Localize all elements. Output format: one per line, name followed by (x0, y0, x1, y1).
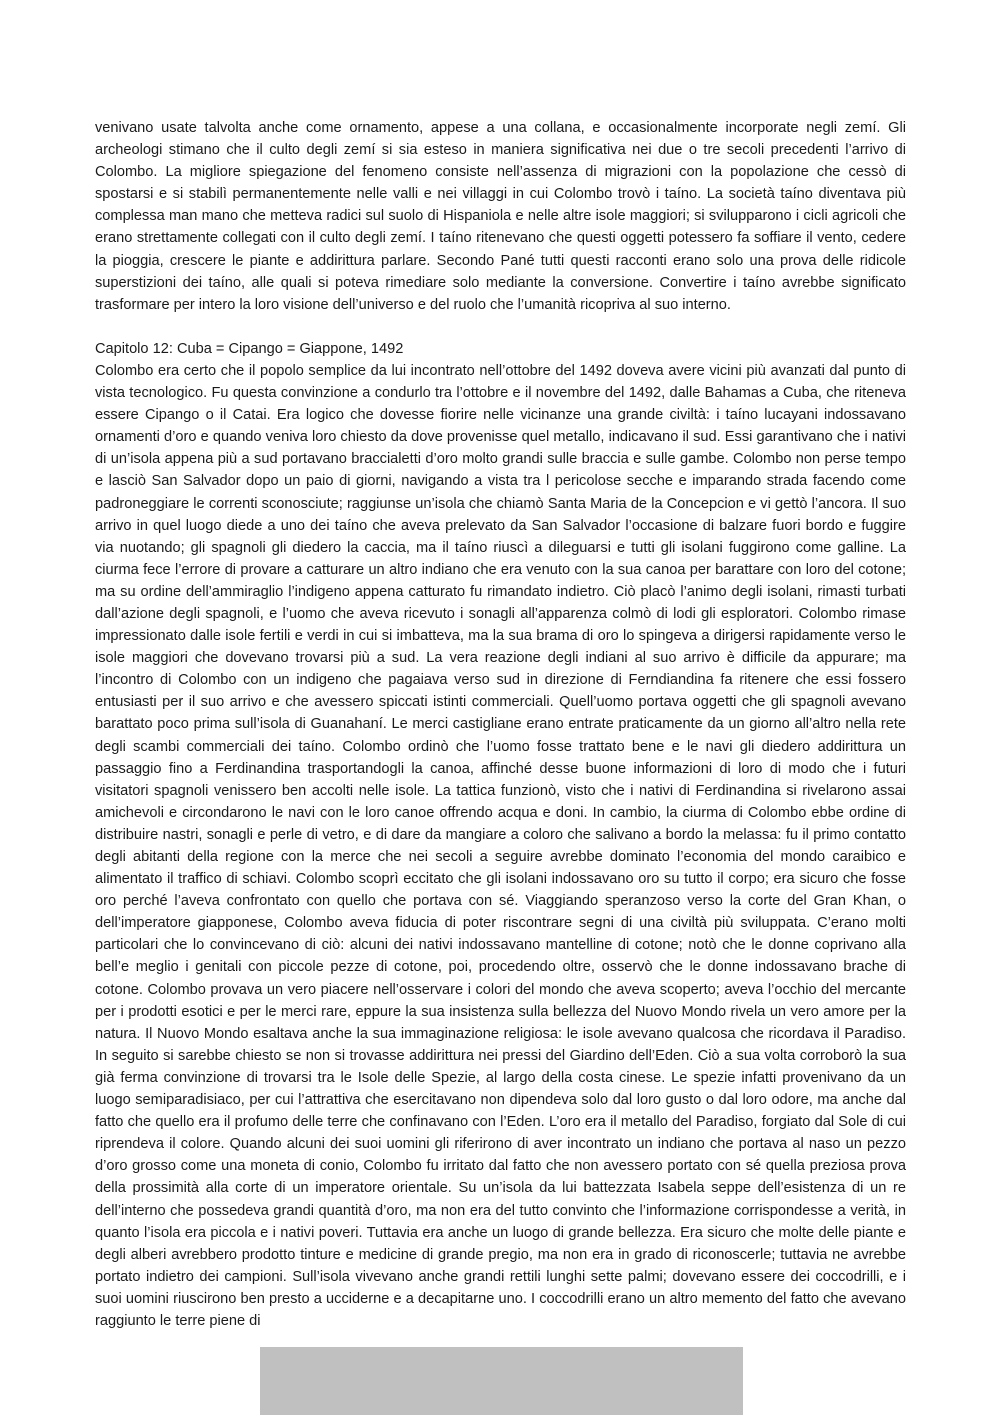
paragraph-taino-zemi: venivano usate talvolta anche come ornamento, appese a una collana, e occasionalmente incorporate negli zemí. Gli archeologi stimano che il culto degli zemí si sia esteso in maniera significativa nei due o tre secoli precedenti l’arrivo di Colombo. La migliore spiegazione del fenomeno consiste nell’assenza di migrazioni con la popolazione che cessò di spostarsi e si stabilì permanentemente nelle valli e nei villaggi in cui Colombo trovò i taíno. La società taíno diventava più complessa man mano che metteva radici sul suolo di Hispaniola e nelle altre isole maggiori; si svilupparono i cicli agricoli che erano strettamente collegati con il culto degli zemí. I taíno ritenevano che questi oggetti potessero fa soffiare il vento, cedere la pioggia, crescere le piante e addirittura parlare. Secondo Pané tutti questi racconti erano solo una prova delle ridicole superstizioni dei taíno, alle quali si poteva rimediare solo mediante la conversione. Convertire i taíno avrebbe significato trasformare per intero la loro visione dell’universo e del ruolo che l’umanità ricopriva al suo interno. (95, 120, 906, 313)
document-page (95, 117, 906, 1332)
paragraph-colombo-cuba: Colombo era certo che il popolo semplice da lui incontrato nell’ottobre del 1492 doveva avere vicini più avanzati dal punto di vista tecnologico. Fu questa convinzione a condurlo tra l’ottobre e il novembre del 1492, dalle Bahamas a Cuba, che riteneva essere Cipango o il Catai. Era logico che dovesse fiorire nelle vicinanze una grande civiltà: i taíno lucayani indossavano ornamenti d’oro e quando veniva loro chiesto da dove provenisse quel metallo, indicavano il sud. Essi garantivano che i nativi di un’isola appena più a sud portavano braccialetti d’oro molto grandi sulle braccia e sulle gambe. Colombo non perse tempo e lasciò San Salvador dopo un paio di giorni, navigando a vista tra l pericolose secche e imparando strada facendo come padroneggiare le correnti sconosciute; raggiunse un’isola che chiamò Santa Maria de la Concepcion e vi gettò l’ancora. Il suo arrivo in quel luogo diede a uno dei taíno che aveva prelevato da San Salvador l’occasione di balzare fuori bordo e fuggire via nuotando; gli spagnoli gli diedero la caccia, ma il taíno riuscì a dileguarsi e tutti gli isolani fuggirono come galline. La ciurma fece l’errore di provare a catturare un altro indiano che era venuto con la sua canoa per barattare con loro del cotone; ma su ordine dell’ammiraglio l’indigeno appena catturato fu rimandato indietro. Ciò placò l’animo degli isolani, rimasti turbati dall’azione degli spagnoli, e l’uomo che aveva ricevuto i sonagli all’apparenza colmò di lodi gli esploratori. Colombo rimase impressionato dalle isole fertili e verdi in cui si imbatteva, ma la sua brama di oro lo spingeva a dirigersi rapidamente verso le isole maggiori che dovevano trovarsi più a sud. La vera reazione degli indiani al suo arrivo è difficile da appurare; ma l’incontro di Colombo con un indigeno che pagaiava verso sud in direzione di Ferndiandina fa ritenere che essi fossero entusiasti per il suo arrivo e che avessero spiccati istinti commerciali. Quell’uomo portava oggetti che gli spagnoli avevano barattato poco prima sull’isola di Guanahaní. Le merci castigliane erano entrate praticamente da un giorno all’altro nella rete degli scambi commerciali dei taíno. Colombo ordinò che l’uomo fosse trattato bene e le navi gli diedero addirittura un passaggio fino a Ferdinandina trasportandogli la canoa, affinché desse buone informazioni di loro di modo che i futuri visitatori spagnoli venissero ben accolti nelle isole. La tattica funzionò, visto che i nativi di Ferdinandina si rivelarono assai amichevoli e circondarono le navi con le loro canoe offrendo acqua e doni. In cambio, la ciurma di Colombo ebbe ordine di distribuire nastri, sonagli e perle di vetro, e di dare da mangiare a coloro che salivano a bordo la melassa: fu il primo contatto degli abitanti della regione con la merce che nei secoli a seguire avrebbe dominato l’economia del mondo caraibico e alimentato il traffico di schiavi. Colombo scoprì eccitato che gli isolani indossavano oro su tutto il corpo; era sicuro che fosse oro perché l’aveva confrontato con quello che portava con sé. Viaggiando speranzoso verso la corte del Gran Khan, o dell’imperatore giapponese, Colombo aveva fiducia di poter riscontrare segni di una civiltà più sviluppata. C’erano molti particolari che lo convincevano di ciò: alcuni dei nativi indossavano mantelline di cotone; notò che le donne coprivano alla bell’e meglio i genitali con piccole pezze di cotone, poi, procedendo oltre, osservò che le donne indossavano brache di cotone. Colombo provava un vero piacere nell’osservare i colori del mondo che aveva scoperto; aveva l’occhio del mercante per i prodotti esotici e per le merci rare, eppure la sua insistenza sulla bellezza del Nuovo Mondo rivela un vero amore per la natura. Il Nuovo Mondo esaltava anche la sua immaginazione religiosa: le isole avevano qualcosa che ricordava il Paradiso. In seguito si sarebbe chiesto se non si trovasse addirittura nei pressi del Giardino dell’Eden. Ciò a sua volta corroborò la sua già ferma convinzione di trovarsi tra le Isole delle Spezie, al largo della costa cinese. Le spezie infatti provenivano da un luogo semiparadisiaco, per cui l’attrattiva che esercitavano non dipendeva solo dal loro gusto o dal loro odore, ma anche dal fatto che quello era il profumo delle terre che confinavano con l’Eden. L’oro era il metallo del Paradiso, forgiato dal Sole di cui riprendeva il colore. Quando alcuni dei suoi uomini gli riferirono di aver incontrato un indiano che portava al naso un pezzo d’oro grosso come una moneta di conio, Colombo fu irritato dal fatto che non avessero portato con sé quella preziosa prova della prossimità alla corte di un imperatore orientale. Su un’isola da lui battezzata Isabela seppe dell’esistenza di un re dell’interno che possedeva grandi quantità d’oro, ma non era del tutto convinto che l’informazione corrispondesse a verità, in quanto l’isola era piccola e i nativi poveri. Tuttavia era anche un luogo di grande bellezza. Era sicuro che molte delle piante e degli alberi avrebbero prodotto tinture e medicine di grande pregio, ma non era in grado di riconoscerle; tuttavia ne avrebbe portato indietro dei campioni. Sull’isola vivevano anche grandi rettili lunghi sette palmi; dovevano essere dei coccodrilli, e i suoi uomini riuscirono ben presto a ucciderne e a decapitarne uno. I coccodrilli erano un altro memento del fatto che avevano raggiunto le terre piene di (95, 362, 906, 1329)
chapter-heading: Capitolo 12: Cuba = Cipango = Giappone, 1492 (95, 340, 404, 357)
footer-gray-bar (260, 1347, 743, 1415)
